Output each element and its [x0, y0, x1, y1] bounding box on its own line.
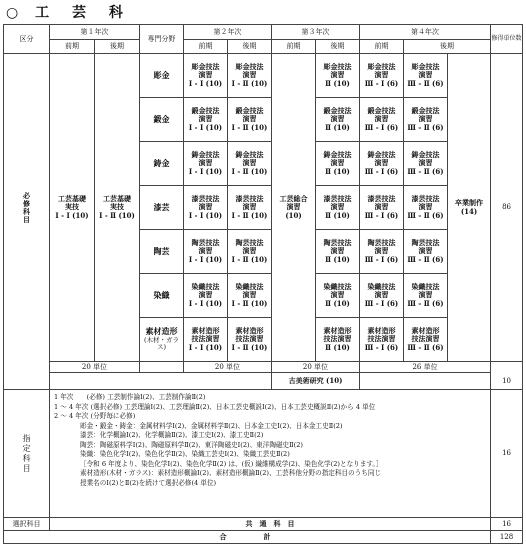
course-text-line: Ⅰ - Ⅱ (10) — [99, 210, 135, 220]
course-text-line: 演習 — [418, 202, 433, 212]
kobijutsu-course: 古美術研究 (10) — [272, 373, 360, 390]
course-text-line: Ⅱ (10) — [325, 166, 350, 176]
page-title — [6, 2, 124, 22]
category-char: 修 — [23, 198, 30, 208]
course-y4-kouki — [404, 318, 448, 362]
category-char: 科 — [23, 206, 30, 216]
title-mark: ○ — [6, 5, 20, 21]
shitei-note-line: 1 ～ 4 年次 (選択必修) 工芸理論Ⅰ(2)、工芸理論Ⅱ(2)、日本工芸史概説Ⅰ(2)、日本工芸史概説Ⅱ(2)から 4 単位 — [54, 402, 376, 411]
course-y3-kouki — [316, 142, 360, 186]
course-text-line: 彫金技法 — [323, 62, 352, 72]
course-text-line: 演習 — [374, 114, 389, 124]
course-y4-zenki — [360, 142, 404, 186]
course-text-line: Ⅰ - Ⅰ (10) — [188, 254, 223, 264]
course-text-line: 演習 — [418, 114, 433, 124]
blank-cell — [140, 362, 184, 373]
course-text-line: Ⅰ - Ⅰ (10) — [55, 210, 89, 220]
course-text-line: 演習 — [198, 202, 213, 212]
course-text-line: 技法演習 — [235, 334, 264, 344]
course-y4-kouki — [404, 274, 448, 318]
course-text-line: Ⅲ - Ⅱ (6) — [407, 166, 444, 176]
course-text-line: Ⅰ - Ⅱ (10) — [231, 166, 268, 176]
course-text-line: Ⅲ - Ⅰ (6) — [364, 166, 399, 176]
course-text-line: 鍛金技法 — [323, 106, 352, 116]
hisshu-units: 86 — [491, 54, 523, 362]
course-text-line: 技法演習 — [367, 334, 396, 344]
course-text-line: 演習 — [374, 202, 389, 212]
shitei-note-line: 2 ～ 4 年次 (分野毎に必修) — [54, 412, 136, 421]
course-y2-zenki — [184, 230, 228, 274]
course-y2-kouki — [228, 142, 272, 186]
course-text-line: 漆芸技法 — [191, 194, 220, 204]
course-y2-zenki — [184, 274, 228, 318]
course-text-line: 彫金技法 — [235, 62, 264, 72]
title-char: 芸 — [71, 5, 87, 21]
course-text-line: 鋳金技法 — [191, 150, 220, 160]
course-text-line: Ⅰ - Ⅰ (10) — [188, 122, 223, 132]
course-text-line: Ⅰ - Ⅱ (10) — [231, 78, 268, 88]
field-sublabel: (木材・ガラス) — [143, 335, 180, 352]
blank-cell — [360, 373, 491, 390]
course-text-line: 演習 — [242, 246, 257, 256]
y1-kouki-header: 後期 — [95, 40, 140, 54]
course-y2-kouki — [228, 186, 272, 230]
course-text-line: 素材造形 — [367, 326, 396, 336]
field-label: 染織 — [153, 289, 170, 300]
field-label: 鍛金 — [153, 113, 170, 124]
course-text-line: 演習 — [198, 290, 213, 300]
course-text-line: (10) — [285, 210, 302, 220]
course-y3-kouki — [316, 54, 360, 98]
course-y2-zenki — [184, 142, 228, 186]
shitei-note-line: ［令和 6 年度より、染色化学Ⅰ(2)、染色化学Ⅱ(2) は、(仮) 繊維構成学(2)、染色化学(2)となります。］ — [80, 459, 383, 468]
course-y4-kouki — [404, 142, 448, 186]
course-text-line: 漆芸技法 — [411, 194, 440, 204]
course-text-line: 技法演習 — [411, 334, 440, 344]
course-text-line: Ⅰ - Ⅰ (10) — [188, 342, 223, 352]
year1-units: 20 単位 — [50, 362, 140, 373]
course-text-line: Ⅰ - Ⅱ (10) — [231, 122, 268, 132]
course-y4-zenki — [360, 98, 404, 142]
course-text-line: 演習 — [418, 158, 433, 168]
course-text-line: 演習 — [330, 202, 345, 212]
total-row — [4, 531, 523, 544]
course-text-line: 陶芸技法 — [367, 238, 396, 248]
course-y2-kouki — [228, 54, 272, 98]
kobijutsu-row — [4, 373, 523, 390]
course-text-line: 染織技法 — [235, 282, 264, 292]
shitei-note-line: 漆芸：化学概論Ⅰ(2)、化学概論Ⅱ(2)、漆工史Ⅰ(2)、漆工史Ⅱ(2) — [80, 431, 264, 440]
shitei-label — [4, 390, 50, 518]
course-text-line: 鋳金技法 — [411, 150, 440, 160]
course-text-line: 鋳金技法 — [235, 150, 264, 160]
course-text-line: 演習 — [198, 114, 213, 124]
total-label: 合 計 — [4, 531, 491, 544]
field-label: 鋳金 — [153, 157, 170, 168]
y3-zenki-header: 前期 — [272, 40, 316, 54]
field-name — [140, 98, 184, 142]
course-text-line: 染織技法 — [191, 282, 220, 292]
course-text-line: 演習 — [330, 70, 345, 80]
course-text-line: Ⅲ - Ⅱ (6) — [407, 298, 444, 308]
y4-kouki-header: 後期 — [404, 40, 491, 54]
subheader-row — [4, 40, 523, 54]
course-text-line: Ⅰ - Ⅱ (10) — [231, 342, 268, 352]
course-text-line: 演習 — [198, 158, 213, 168]
course-text-line: Ⅲ - Ⅱ (6) — [407, 122, 444, 132]
course-text-line: 彫金技法 — [191, 62, 220, 72]
course-text-line: 鍛金技法 — [411, 106, 440, 116]
course-y4-zenki — [360, 274, 404, 318]
title-char: 科 — [108, 5, 124, 21]
course-y4-zenki — [360, 230, 404, 274]
course-text-line: 鍛金技法 — [191, 106, 220, 116]
course-text-line: 漆芸技法 — [367, 194, 396, 204]
course-text-line: 演習 — [330, 158, 345, 168]
course-text-line: 演習 — [374, 158, 389, 168]
course-text-line: 演習 — [418, 246, 433, 256]
course-text-line: 素材造形 — [191, 326, 220, 336]
course-y3-kouki — [316, 186, 360, 230]
course-text-line: Ⅱ (10) — [325, 122, 350, 132]
course-y4-zenki — [360, 54, 404, 98]
course-text-line: 彫金技法 — [367, 62, 396, 72]
course-text-line: Ⅰ - Ⅰ (10) — [188, 298, 223, 308]
sentaku-label: 選択科目 — [4, 518, 50, 531]
shitei-units: 16 — [491, 390, 523, 518]
course-y4-kouki — [404, 98, 448, 142]
header-row — [4, 25, 523, 40]
course-y3-kouki — [316, 318, 360, 362]
year3-header: 第３年次 — [272, 25, 360, 40]
required-units-header: 修得単位数 — [491, 25, 523, 54]
y4-zenki-header: 前期 — [360, 40, 404, 54]
course-text-line: 演習 — [242, 158, 257, 168]
course-y3-kouki — [316, 274, 360, 318]
course-text-line: Ⅱ (10) — [325, 254, 350, 264]
course-text-line: 演習 — [418, 290, 433, 300]
course-y4-kouki — [404, 230, 448, 274]
course-text-line: 鋳金技法 — [367, 150, 396, 160]
course-text-line: 演習 — [374, 290, 389, 300]
hisshu-category — [4, 54, 50, 362]
course-y2-kouki — [228, 98, 272, 142]
course-text-line: Ⅰ - Ⅱ (10) — [231, 210, 268, 220]
course-text-line: 工芸基礎 — [103, 194, 131, 204]
field-label: 陶芸 — [153, 245, 170, 256]
course-text-line: Ⅲ - Ⅰ (6) — [364, 342, 399, 352]
blank-cell — [4, 362, 50, 373]
course-text-line: Ⅰ - Ⅱ (10) — [231, 298, 268, 308]
course-y2-zenki — [184, 54, 228, 98]
course-text-line: Ⅱ (10) — [325, 78, 350, 88]
kobijutsu-units: 10 — [491, 373, 523, 390]
course-text-line: Ⅱ (10) — [325, 298, 350, 308]
course-text-line: Ⅰ - Ⅱ (10) — [231, 254, 268, 264]
course-text-line: Ⅱ (10) — [325, 342, 350, 352]
field-name — [140, 318, 184, 362]
course-text-line: 工芸総合 — [279, 194, 308, 204]
field-row — [4, 54, 523, 98]
course-y4-kouki — [404, 54, 448, 98]
course-y2-kouki — [228, 274, 272, 318]
course-text-line: 技法演習 — [323, 334, 352, 344]
course-y2-zenki — [184, 98, 228, 142]
field-label: 彫金 — [153, 69, 170, 80]
course-text-line: 演習 — [198, 70, 213, 80]
course-text-line: Ⅲ - Ⅰ (6) — [364, 122, 399, 132]
course-y2-kouki — [228, 230, 272, 274]
course-text-line: 鍛金技法 — [367, 106, 396, 116]
shitei-note-line: 染織：染色化学Ⅰ(2)、染色化学Ⅱ(2)、染織工芸史Ⅰ(2)、染織工芸史Ⅱ(2) — [80, 450, 290, 459]
y1-zenki-header: 前期 — [50, 40, 95, 54]
y2-zenki-header: 前期 — [184, 40, 228, 54]
course-y4-zenki — [360, 186, 404, 230]
field-header: 専門分野 — [140, 25, 184, 54]
course-text-line: Ⅲ - Ⅰ (6) — [364, 298, 399, 308]
course-text-line: 素材造形 — [235, 326, 264, 336]
year1-header: 第１年次 — [50, 25, 140, 40]
course-text-line: 演習 — [418, 70, 433, 80]
course-text-line: 染織技法 — [367, 282, 396, 292]
field-label: 漆芸 — [153, 201, 170, 212]
basic-skills-kouki — [95, 54, 140, 362]
sentaku-row — [4, 518, 523, 531]
basic-skills-zenki — [50, 54, 95, 362]
course-text-line: Ⅲ - Ⅰ (6) — [364, 78, 399, 88]
course-text-line: 卒業制作 — [455, 198, 484, 208]
sentaku-value: 共 通 科 目 — [50, 518, 491, 531]
kubun-header: 区分 — [4, 25, 50, 54]
shitei-note-line: 陶芸：陶磁原料学Ⅰ(2)、陶磁原料学Ⅱ(2)、東洋陶磁史Ⅰ(2)、東洋陶磁史Ⅱ(2) — [80, 440, 303, 449]
year3-units: 20 単位 — [272, 362, 360, 373]
course-text-line: Ⅲ - Ⅰ (6) — [364, 254, 399, 264]
course-text-line: Ⅲ - Ⅰ (6) — [364, 210, 399, 220]
course-y2-zenki — [184, 186, 228, 230]
shitei-notes — [50, 390, 491, 518]
shitei-note-line: 素材造形(木材・ガラス)：素材造形概論Ⅰ(2)、素材造形概論Ⅱ(2)、工芸科他分野の指定科目のうち同じ — [80, 469, 382, 478]
field-name — [140, 230, 184, 274]
course-text-line: 演習 — [330, 246, 345, 256]
course-text-line: 工芸基礎 — [58, 194, 86, 204]
total-units: 128 — [491, 531, 523, 544]
course-text-line: Ⅰ - Ⅰ (10) — [188, 166, 223, 176]
course-text-line: 素材造形 — [323, 326, 352, 336]
course-y4-zenki — [360, 318, 404, 362]
y3-kouki-header: 後期 — [316, 40, 360, 54]
shitei-row — [4, 390, 523, 518]
course-text-line: 演習 — [198, 246, 213, 256]
shitei-note-line: 授業名のⅠ(2)とⅡ(2)を続けて選択必修(4 単位) — [80, 478, 217, 487]
course-text-line: 演習 — [242, 114, 257, 124]
field-name — [140, 142, 184, 186]
course-text-line: Ⅱ (10) — [325, 210, 350, 220]
course-text-line: 彫金技法 — [411, 62, 440, 72]
title-char: 工 — [35, 5, 51, 21]
course-y3-kouki — [316, 230, 360, 274]
field-name — [140, 274, 184, 318]
course-text-line: 演習 — [242, 202, 257, 212]
course-text-line: 陶芸技法 — [323, 238, 352, 248]
category-char: 目 — [23, 214, 30, 224]
course-text-line: 演習 — [330, 114, 345, 124]
shitei-label-text: 指定科目 — [22, 433, 32, 474]
graduation-work — [448, 54, 491, 362]
course-text-line: 演習 — [242, 290, 257, 300]
course-text-line: Ⅲ - Ⅱ (6) — [407, 78, 444, 88]
field-name — [140, 54, 184, 98]
year2-header: 第２年次 — [184, 25, 272, 40]
y2-kouki-header: 後期 — [228, 40, 272, 54]
year4-header: 第４年次 — [360, 25, 491, 40]
course-y2-kouki — [228, 318, 272, 362]
blank-cell — [50, 373, 272, 390]
course-text-line: Ⅰ - Ⅰ (10) — [188, 210, 223, 220]
sentaku-units: 16 — [491, 518, 523, 531]
course-text-line: 漆芸技法 — [235, 194, 264, 204]
course-text-line: 実技 — [110, 202, 124, 212]
field-label: 素材造形 — [145, 326, 178, 337]
sougou-enshu — [272, 54, 316, 362]
course-text-line: (14) — [460, 206, 478, 216]
course-text-line: 漆芸技法 — [323, 194, 352, 204]
course-text-line: 技法演習 — [191, 334, 220, 344]
course-text-line: Ⅲ - Ⅱ (6) — [407, 210, 444, 220]
blank-cell — [4, 373, 50, 390]
course-text-line: 陶芸技法 — [411, 238, 440, 248]
course-text-line: 演習 — [330, 290, 345, 300]
course-text-line: 鍛金技法 — [235, 106, 264, 116]
course-text-line: 実技 — [65, 202, 79, 212]
course-text-line: 鋳金技法 — [323, 150, 352, 160]
course-y2-zenki — [184, 318, 228, 362]
field-name — [140, 186, 184, 230]
course-y3-kouki — [316, 98, 360, 142]
course-text-line: 陶芸技法 — [191, 238, 220, 248]
category-char: 必 — [23, 190, 30, 200]
course-text-line: 演習 — [286, 202, 301, 212]
course-text-line: 陶芸技法 — [235, 238, 264, 248]
year2-units: 20 単位 — [184, 362, 272, 373]
course-text-line: 演習 — [374, 246, 389, 256]
course-text-line: 染織技法 — [323, 282, 352, 292]
course-text-line: 演習 — [242, 70, 257, 80]
shitei-note-line: 彫金・鍛金・鋳金：金属材料学Ⅰ(2)、金属材料学Ⅱ(2)、日本金工史Ⅰ(2)、日本金工史Ⅱ(2) — [80, 421, 343, 430]
course-text-line: 染織技法 — [411, 282, 440, 292]
course-text-line: Ⅲ - Ⅱ (6) — [407, 342, 444, 352]
course-text-line: Ⅰ - Ⅰ (10) — [188, 78, 223, 88]
course-text-line: 素材造形 — [411, 326, 440, 336]
course-y4-kouki — [404, 186, 448, 230]
units-row — [4, 362, 523, 373]
course-text-line: Ⅲ - Ⅱ (6) — [407, 254, 444, 264]
shitei-note-line: 1 年次 (必修) 工芸制作論Ⅰ(2)、工芸制作論Ⅱ(2) — [54, 393, 206, 401]
course-text-line: 演習 — [374, 70, 389, 80]
year4-units: 26 単位 — [360, 362, 491, 373]
curriculum-table — [3, 24, 523, 544]
blank-cell — [491, 362, 523, 373]
